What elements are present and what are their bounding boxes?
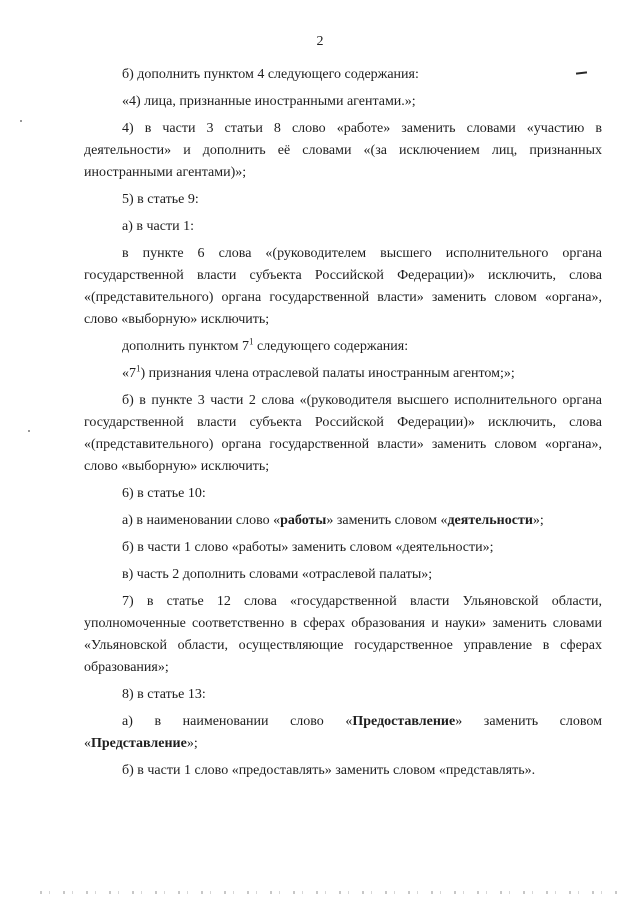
text: »; <box>186 736 198 751</box>
superscript: 1 <box>249 336 254 347</box>
text: »; <box>532 513 544 528</box>
document-body <box>84 64 602 787</box>
text: «7 <box>122 366 136 381</box>
text: » заменить словом « <box>326 513 448 528</box>
text: а) в наименовании слово « <box>122 513 281 528</box>
text: « <box>84 736 91 751</box>
paragraph: а) в части 1: <box>122 219 194 234</box>
bold-text: деятельности <box>447 513 533 528</box>
text: следующего содержания: <box>253 339 409 354</box>
paragraph: б) в части 1 слово «предоставлять» заменить словом «представлять». <box>122 763 536 778</box>
paragraph: в пункте 6 слова «(руководителем высшего исполнительного органа государственной власти субъекта Российской Федерации)» исключить, слова «(представительного) органа государственной власти» заменить словом «органа», слово «выборную» исключить; <box>84 246 602 327</box>
paragraph: б) дополнить пунктом 4 следующего содержания: <box>122 67 419 82</box>
bold-text: Представление <box>91 736 187 751</box>
scan-speck <box>20 120 22 122</box>
scan-artifact <box>40 891 620 894</box>
bold-text: Предоставление <box>352 714 456 729</box>
text: » заменить словом <box>455 714 602 729</box>
paragraph: 6) в статье 10: <box>122 486 206 501</box>
paragraph: 5) в статье 9: <box>122 192 199 207</box>
bold-text: работы <box>280 513 327 528</box>
paragraph: 7) в статье 12 слова «государственной власти Ульяновской области, уполномоченные соответственно в сферах образования и науки» заменить словами «Ульяновской области, осуществляющие государственное управление в сферах образования»; <box>84 594 602 675</box>
text: а) в наименовании слово « <box>122 714 353 729</box>
paragraph: 4) в части 3 статьи 8 слово «работе» заменить словами «участию в деятельности» и дополнить её словами «(за исключением лиц, признанных иностранными агентами)»; <box>84 121 602 180</box>
superscript: 1 <box>136 363 141 374</box>
scan-speck <box>28 430 30 432</box>
text: ) признания члена отраслевой палаты иностранным агентом;»; <box>140 366 515 381</box>
paragraph: б) в части 1 слово «работы» заменить словом «деятельности»; <box>122 540 494 555</box>
paragraph <box>84 363 602 385</box>
paragraph: в) часть 2 дополнить словами «отраслевой палаты»; <box>122 567 433 582</box>
paragraph: «4) лица, признанные иностранными агентами.»; <box>122 94 416 109</box>
paragraph: б) в пункте 3 части 2 слова «(руководителя высшего исполнительного органа государственной власти субъекта Российской Федерации)» исключить, слова «(представительного) органа государственной власти» заменить словом «органа», слово «выборную» исключить; <box>84 393 602 474</box>
text: дополнить пунктом 7 <box>122 339 250 354</box>
paragraph <box>84 733 602 755</box>
paragraph <box>84 336 602 358</box>
page-number: 2 <box>316 34 324 49</box>
paragraph <box>84 711 602 733</box>
paragraph: 8) в статье 13: <box>122 687 206 702</box>
paragraph <box>84 510 602 532</box>
